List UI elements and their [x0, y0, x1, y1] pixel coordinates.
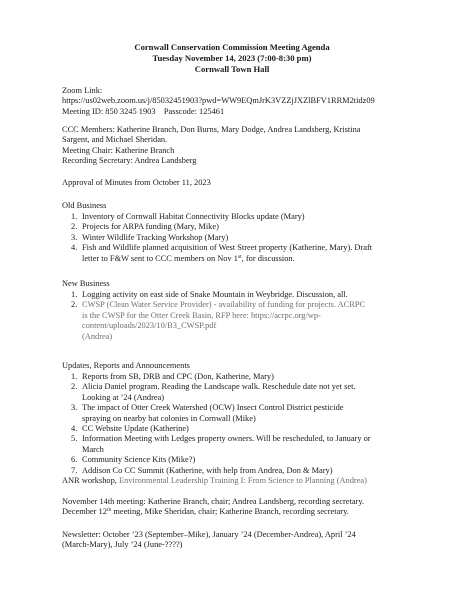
members-section	[62, 125, 422, 167]
list-item: 1. Inventory of Cornwall Habitat Connectivity Blocks update (Mary)	[71, 212, 305, 221]
list-item: 4. CC Website Update (Katherine)	[71, 424, 189, 434]
zoom-meeting-id: Meeting ID: 850 3245 1903 Passcode: 125461	[62, 106, 225, 116]
list-item: 4. Fish and Wildlife planned acquisition of West Street property (Katherine, Mary). Draft letter to F&W sent to CCC members on Nov 1st, for discussion.	[71, 243, 373, 263]
list-item: 3. The impact of Otter Creek Watershed (OCW) Insect Control District pesticide spraying on nearby bat colonies in Cornwall (Mike)	[71, 403, 344, 423]
agenda-date-time: Tuesday November 14, 2023 (7:00-8:30 pm)	[152, 53, 312, 63]
updates-heading: Updates, Reports and Announcements	[62, 361, 190, 370]
meeting-chair: Meeting Chair: Katherine Branch	[62, 145, 175, 155]
zoom-label: Zoom Link:	[62, 86, 103, 95]
list-item: 5. Information Meeting with Ledges property owners. Will be rescheduled, to January or March	[71, 434, 371, 454]
agenda-location: Cornwall Town Hall	[194, 64, 270, 74]
old-business-heading: Old Business	[62, 201, 107, 210]
ccc-members-line-1: CCC Members: Katherine Branch, Don Burns, Mary Dodge, Andrea Landsberg, Kristina	[62, 125, 361, 134]
list-item: 1. Reports from SB, DRB and CPC (Don, Katherine, Mary)	[71, 372, 274, 381]
meeting-roles: November 14th meeting: Katherine Branch, chair; Andrea Landsberg, recording secretary. December 12th meeting, Mike Sheridan, chair; Katherine Branch, recording secretary.	[62, 497, 365, 517]
approval-of-minutes: Approval of Minutes from October 11, 2023	[62, 178, 211, 187]
ccc-members-line-2: Sargent, and Michael Sheridan.	[62, 135, 168, 145]
old-business-list	[62, 212, 422, 264]
new-business-list	[62, 290, 422, 342]
list-item: 2. CWSP (Clean Water Service Provider) - availability of funding for projects. ACRPC is the CWSP for the Otter Creek Basin, RFP here: https://acrpc.org/wp- content/uploads/2023/10/B3_CWSP.pdf (Andrea)	[62, 300, 422, 342]
list-item: 2. Projects for ARPA funding (Mary, Mike)	[71, 222, 219, 232]
updates-list	[62, 372, 422, 476]
newsletter-schedule: Newsletter: October ’23 (September–Mike), January ’24 (December-Andrea), April ’24 (March-Mary), July ’24 (June-????)	[62, 530, 356, 550]
list-item: 1. Logging activity on east side of Snake Mountain in Weybridge. Discussion, all.	[71, 290, 348, 299]
agenda-title: Cornwall Conservation Commission Meeting Agenda	[134, 42, 330, 52]
zoom-section	[62, 86, 422, 117]
list-item: 2. Alicia Daniel program. Reading the Landscape walk. Reschedule date not yet set. Looking at ’24 (Andrea)	[71, 382, 356, 402]
list-item: 3. Winter Wildlife Tracking Workshop (Mary)	[71, 232, 229, 242]
list-item: 6. Community Science Kits (Mike?)	[71, 455, 196, 465]
recording-secretary: Recording Secretary: Andrea Landsberg	[62, 156, 197, 166]
anr-workshop: ANR workshop, Environmental Leadership Training I: From Science to Planning (Andrea)	[62, 476, 367, 485]
cwsp-rfp-link[interactable]: content/uploads/2023/10/B3_CWSP.pdf	[82, 321, 217, 331]
list-item: 7. Addison Co CC Summit (Katherine, with help from Andrea, Don & Mary)	[71, 465, 333, 475]
zoom-url[interactable]: https://us02web.zoom.us/j/85032451903?pwd=WW9EQmJrK3VZZjJXZlBFV1RRM2tidz09	[62, 96, 375, 106]
new-business-heading: New Business	[62, 279, 110, 288]
